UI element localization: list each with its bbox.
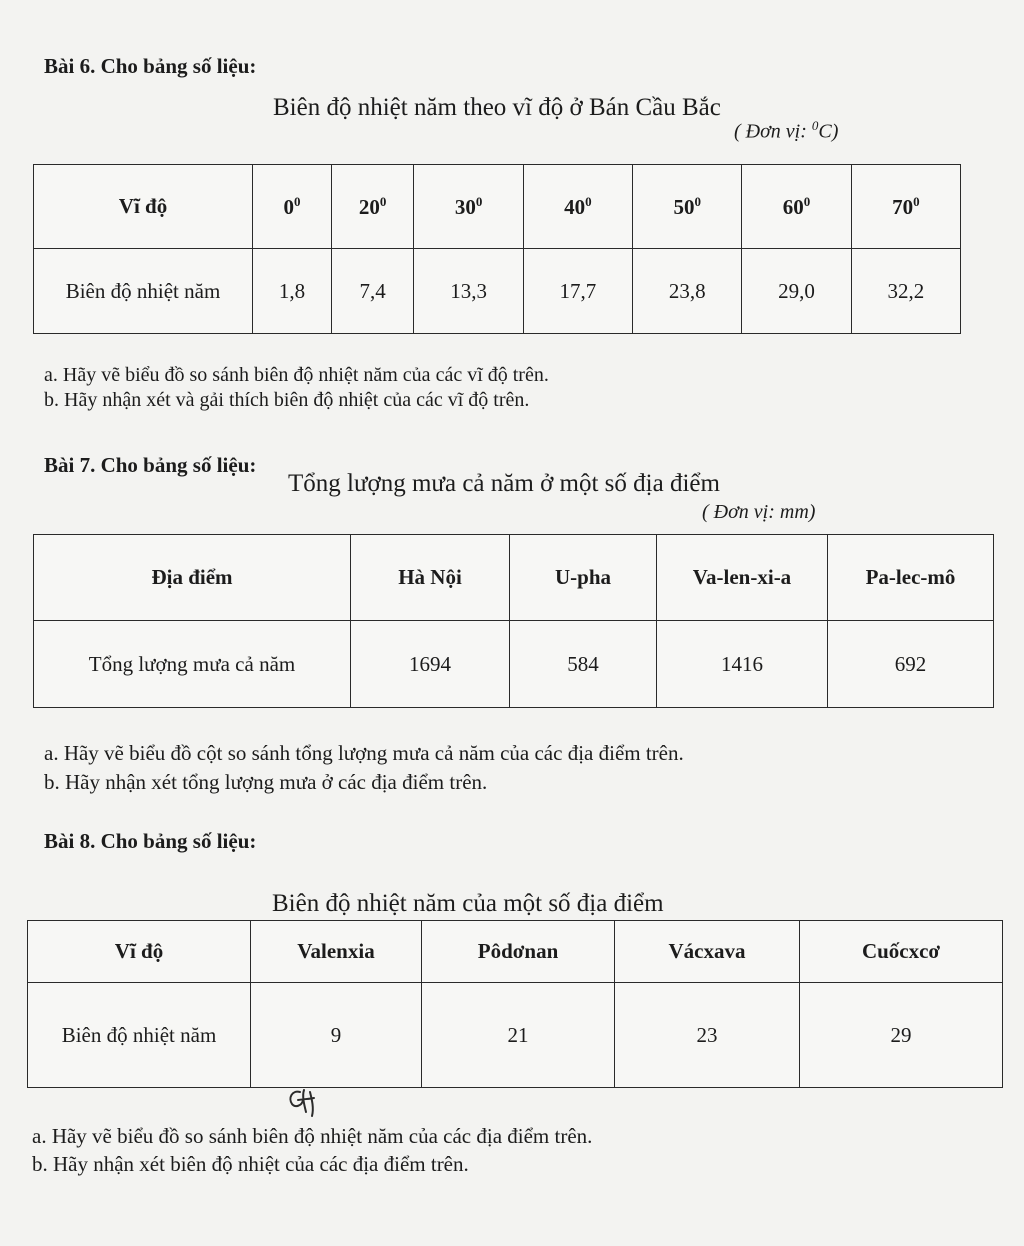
ex8-question-a: a. Hãy vẽ biểu đồ so sánh biên độ nhiệt năm của các địa điểm trên. xyxy=(32,1124,593,1148)
ex6-unit: ( Đơn vị: $^0$C) xyxy=(734,118,839,143)
ex8-value-cell: 21 xyxy=(422,983,615,1088)
ex8-place-cell: Cuốcxcơ xyxy=(800,921,1003,983)
ex6-lat-cell: $40^0$ xyxy=(523,165,632,249)
ex7-place-cell: U-pha xyxy=(510,535,657,621)
ex7-header-label: Địa điểm xyxy=(34,535,351,621)
ex8-row-label: Biên độ nhiệt năm xyxy=(28,983,251,1088)
ex7-table-title: Tổng lượng mưa cả năm ở một số địa điểm xyxy=(288,470,720,497)
ex7-place-cell: Pa-lec-mô xyxy=(828,535,994,621)
ex8-table xyxy=(27,920,1003,1088)
ex8-header-row xyxy=(28,921,1003,983)
ex7-value-cell: 1416 xyxy=(657,621,828,708)
ex6-heading: Bài 6. Cho bảng số liệu: xyxy=(44,54,257,78)
ex7-heading: Bài 7. Cho bảng số liệu: xyxy=(44,453,257,477)
ex8-heading: Bài 8. Cho bảng số liệu: xyxy=(44,829,257,853)
ex6-table-title: Biên độ nhiệt năm theo vĩ độ ở Bán Cầu Bắc xyxy=(273,94,721,121)
ex6-lat-cell: $70^0$ xyxy=(851,165,960,249)
ex7-value-row xyxy=(34,621,994,708)
handwritten-note xyxy=(282,1086,322,1125)
ex7-table xyxy=(33,534,994,708)
ex7-value-cell: 1694 xyxy=(351,621,510,708)
ex6-lat-cell: $60^0$ xyxy=(742,165,851,249)
ex6-lat-cell: $30^0$ xyxy=(414,165,523,249)
ex7-question-a: a. Hãy vẽ biểu đồ cột so sánh tổng lượng mưa cả năm của các địa điểm trên. xyxy=(44,741,684,765)
ex6-value-cell: 23,8 xyxy=(633,249,742,334)
ex8-value-cell: 9 xyxy=(251,983,422,1088)
ex8-header-label: Vĩ độ xyxy=(28,921,251,983)
ex7-unit: ( Đơn vị: mm) xyxy=(702,501,816,523)
ex6-lat-cell: $0^0$ xyxy=(253,165,332,249)
ex6-question-b: b. Hãy nhận xét và gải thích biên độ nhiệt của các vĩ độ trên. xyxy=(44,389,530,411)
ex6-question-a: a. Hãy vẽ biểu đồ so sánh biên độ nhiệt năm của các vĩ độ trên. xyxy=(44,364,549,386)
ex6-value-cell: 29,0 xyxy=(742,249,851,334)
ex8-place-cell: Valenxia xyxy=(251,921,422,983)
ex7-header-row xyxy=(34,535,994,621)
ex6-value-cell: 13,3 xyxy=(414,249,523,334)
ex7-row-label: Tổng lượng mưa cả năm xyxy=(34,621,351,708)
ex6-header-label: Vĩ độ xyxy=(34,165,253,249)
ex7-question-b: b. Hãy nhận xét tổng lượng mưa ở các địa điểm trên. xyxy=(44,770,488,794)
ex8-question-b: b. Hãy nhận xét biên độ nhiệt của các địa điểm trên. xyxy=(32,1152,469,1176)
ex6-header-row xyxy=(34,165,961,249)
ex8-value-cell: 29 xyxy=(800,983,1003,1088)
ex7-place-cell: Hà Nội xyxy=(351,535,510,621)
ex6-value-row xyxy=(34,249,961,334)
ex6-table xyxy=(33,164,961,334)
ex6-lat-cell: $20^0$ xyxy=(331,165,414,249)
ex8-value-cell: 23 xyxy=(615,983,800,1088)
ex8-value-row xyxy=(28,983,1003,1088)
ex6-row-label: Biên độ nhiệt năm xyxy=(34,249,253,334)
ex6-value-cell: 7,4 xyxy=(331,249,414,334)
ex7-value-cell: 584 xyxy=(510,621,657,708)
ex8-place-cell: Vácxava xyxy=(615,921,800,983)
ex6-value-cell: 17,7 xyxy=(523,249,632,334)
ex8-table-title: Biên độ nhiệt năm của một số địa điểm xyxy=(272,890,664,917)
handwritten-note-mark xyxy=(282,1086,322,1120)
ex6-lat-cell: $50^0$ xyxy=(633,165,742,249)
ex8-place-cell: Pôdơnan xyxy=(422,921,615,983)
ex6-value-cell: 1,8 xyxy=(253,249,332,334)
ex7-place-cell: Va-len-xi-a xyxy=(657,535,828,621)
ex6-value-cell: 32,2 xyxy=(851,249,960,334)
ex7-value-cell: 692 xyxy=(828,621,994,708)
